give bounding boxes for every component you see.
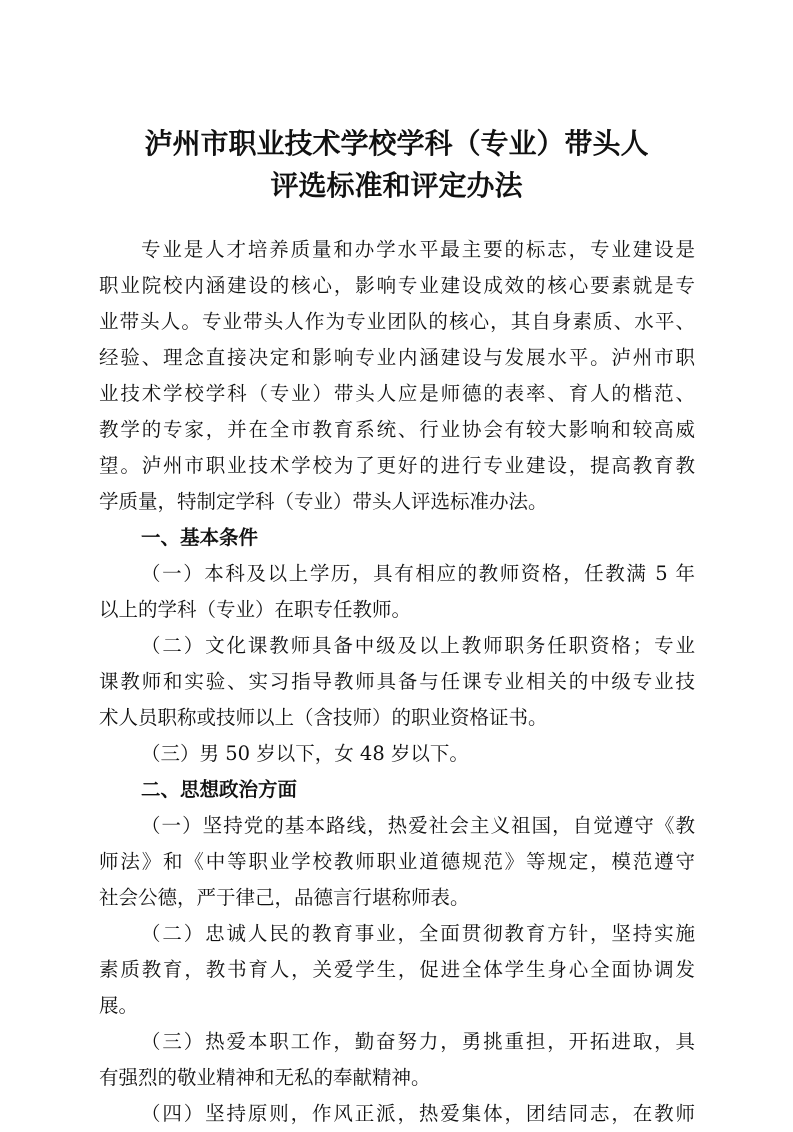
- section-heading-political: 二、思想政治方面: [141, 778, 298, 801]
- section1-item3-line: （三）男 50 岁以下，女 48 岁以下。: [141, 742, 469, 765]
- document-title-line-2: 评选标准和评定办法: [270, 169, 523, 202]
- intro-line: 经验、理念直接决定和影响专业内涵建设与发展水平。泸州市职: [99, 346, 695, 369]
- intro-line: 学质量，特制定学科（专业）带头人评选标准办法。: [99, 490, 548, 513]
- section1-item2-line: 术人员职称或技师以上（含技师）的职业资格证书。: [99, 706, 548, 729]
- section2-item1-line: （一）坚持党的基本路线，热爱社会主义祖国，自觉遵守《教: [141, 814, 695, 837]
- section1-item2-line: （二）文化课教师具备中级及以上教师职务任职资格；专业: [141, 634, 695, 657]
- document-title-line-1: 泸州市职业技术学校学科（专业）带头人: [144, 127, 649, 160]
- intro-line: 望。泸州市职业技术学校为了更好的进行专业建设，提高教育教: [99, 454, 695, 477]
- section2-item3-line: 有强烈的敬业精神和无私的奉献精神。: [99, 1066, 431, 1089]
- intro-line: 业技术学校学科（专业）带头人应是师德的表率、育人的楷范、: [99, 382, 695, 405]
- intro-line: 专业是人才培养质量和办学水平最主要的标志，专业建设是: [141, 238, 695, 261]
- section2-item1-line: 社会公德，严于律己，品德言行堪称师表。: [99, 886, 470, 909]
- section1-item1-line: （一）本科及以上学历，具有相应的教师资格，任教满 5 年: [141, 562, 695, 585]
- section2-item2-line: 展。: [99, 994, 139, 1017]
- intro-line: 业带头人。专业带头人作为专业团队的核心，其自身素质、水平、: [99, 310, 695, 333]
- section2-item3-line: （三）热爱本职工作，勤奋努力，勇挑重担，开拓进取，具: [141, 1030, 695, 1053]
- section2-item2-line: （二）忠诚人民的教育事业，全面贯彻教育方针，坚持实施: [141, 922, 695, 945]
- section1-item2-line: 课教师和实验、实习指导教师具备与任课专业相关的中级专业技: [99, 670, 695, 693]
- intro-line: 教学的专家，并在全市教育系统、行业协会有较大影响和较高威: [99, 418, 695, 441]
- section2-item1-line: 师法》和《中等职业学校教师职业道德规范》等规定，模范遵守: [99, 850, 695, 873]
- section2-item2-line: 素质教育，教书育人，关爱学生，促进全体学生身心全面协调发: [99, 958, 695, 981]
- intro-line: 职业院校内涵建设的核心，影响专业建设成效的核心要素就是专: [99, 274, 695, 297]
- section1-item1-line: 以上的学科（专业）在职专任教师。: [99, 598, 412, 621]
- section2-item4-line: （四）坚持原则，作风正派，热爱集体，团结同志，在教师: [141, 1102, 695, 1125]
- section-heading-basic-conditions: 一、基本条件: [141, 526, 259, 549]
